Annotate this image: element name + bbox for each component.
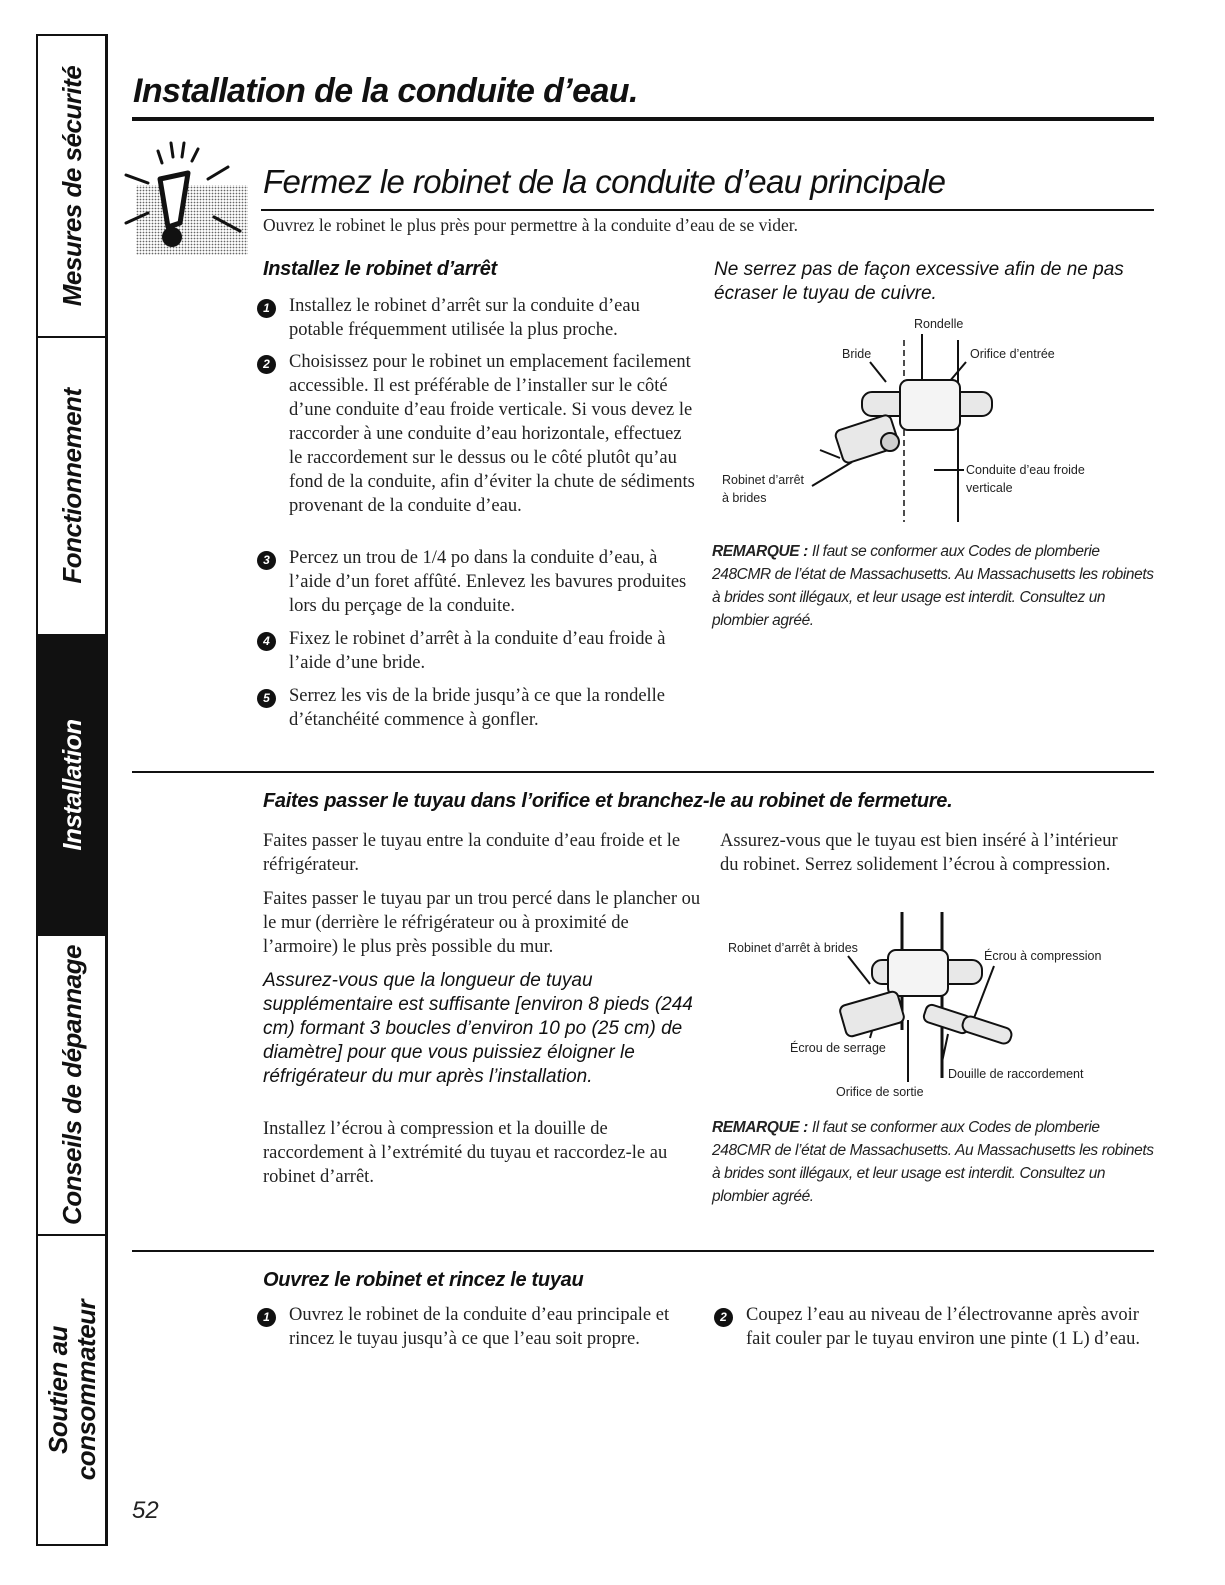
- sidebar-tabs: [36, 34, 108, 1546]
- tab-fonctionnement[interactable]: [38, 338, 105, 636]
- label-ecrou-serrage: Écrou de serrage: [790, 1041, 886, 1055]
- label-orifice-sortie: Orifice de sortie: [836, 1085, 924, 1099]
- step-number: 5: [257, 689, 276, 708]
- label-douille: Douille de raccordement: [948, 1067, 1084, 1081]
- page-number: 52: [132, 1497, 159, 1524]
- label-robinet-brides: Robinet d’arrêt à brides: [728, 941, 858, 955]
- step-number: 1: [257, 299, 276, 318]
- tab-label: Installation: [56, 719, 87, 851]
- italic-paragraph: Assurez-vous que la longueur de tuyau supplémentaire est suffisante [environ 8 pieds (244 cm) formant 3 boucles d’environ 10 po (25 cm) de diamètre] pour que vous puissiez éloigner le réfrigérateur du mur après l’installation.: [263, 970, 693, 1087]
- remark-text: Il faut se conformer aux Codes de plomberie 248CMR de l’état de Massachusetts. Au Massachusetts les robinets à brides sont illégaux, et leur usage est interdit. Consultez un plombier agréé.: [712, 1119, 1154, 1205]
- label-robinet-2: à brides: [722, 491, 767, 505]
- label-conduite-2: verticale: [966, 481, 1013, 495]
- step-item: [257, 294, 697, 342]
- tab-soutien-au-consommateur[interactable]: [38, 1236, 105, 1544]
- step-item: [714, 1303, 1144, 1351]
- page-title: Installation de la conduite d’eau.: [133, 72, 638, 110]
- paragraph: Installez l’écrou à compression et la douille de raccordement à l’extrémité du tuyau et raccordez-le au robinet d’arrêt.: [263, 1119, 668, 1187]
- step-text: Fixez le robinet d’arrêt à la conduite d’eau froide à l’aide d’une bride.: [289, 629, 666, 673]
- remark-note: [712, 540, 1157, 632]
- remark-label: REMARQUE :: [712, 543, 808, 560]
- step-item: [257, 1303, 677, 1351]
- step-item: [257, 350, 697, 518]
- tab-label: Fonctionnement: [56, 388, 87, 584]
- label-rondelle: Rondelle: [914, 317, 964, 331]
- step-text: Serrez les vis de la bride jusqu’à ce que la rondelle d’étanchéité commence à gonfler.: [289, 686, 666, 730]
- section-rule: [261, 209, 1154, 211]
- remark-label: REMARQUE :: [712, 1119, 808, 1136]
- step-text: Percez un trou de 1/4 po dans la conduite d’eau, à l’aide d’un foret affûté. Enlevez les bavures produites lors du perçage de la conduite.: [289, 548, 687, 616]
- label-robinet-1: Robinet d’arrêt: [722, 473, 804, 487]
- section-divider: [132, 1250, 1154, 1252]
- title-rule: [132, 117, 1154, 121]
- paragraph: Faites passer le tuyau par un trou percé dans le plancher ou le mur (derrière le réfrigérateur ou à proximité de l’armoire) le plus près possible du mur.: [263, 889, 701, 957]
- step-item: [257, 627, 677, 675]
- subhead-installez-robinet: Installez le robinet d’arrêt: [263, 258, 497, 280]
- tab-mesures-de-securite[interactable]: [38, 36, 105, 338]
- section-title: Fermez le robinet de la conduite d’eau principale: [263, 163, 946, 200]
- caution-note: Ne serrez pas de façon excessive afin de ne pas écraser le tuyau de cuivre.: [714, 259, 1124, 304]
- subhead-faites-passer: Faites passer le tuyau dans l’orifice et branchez-le au robinet de fermeture.: [263, 790, 953, 812]
- tab-installation[interactable]: [38, 636, 105, 936]
- remark-note: [712, 1116, 1157, 1208]
- section-divider: [132, 771, 1154, 773]
- step-number: 4: [257, 632, 276, 651]
- step-text: Ouvrez le robinet de la conduite d’eau principale et rincez le tuyau jusqu’à ce que l’eau soit propre.: [289, 1305, 670, 1349]
- section-intro: Ouvrez le robinet le plus près pour permettre à la conduite d’eau de se vider.: [263, 215, 799, 235]
- compression-fitting-diagram: [712, 910, 1152, 1110]
- step-text: Installez le robinet d’arrêt sur la conduite d’eau potable fréquemment utilisée la plus proche.: [289, 296, 640, 340]
- tab-label: Conseils de dépannage: [56, 945, 87, 1225]
- tab-label: Mesures de sécurité: [56, 65, 87, 307]
- step-item: [257, 684, 677, 732]
- step-item: [257, 546, 697, 618]
- label-ecrou-compression: Écrou à compression: [984, 949, 1102, 963]
- step-number: 3: [257, 551, 276, 570]
- tab-conseils-de-depannage[interactable]: [38, 936, 105, 1236]
- label-bride: Bride: [842, 347, 872, 361]
- label-orifice-entree: Orifice d’entrée: [970, 347, 1055, 361]
- warning-icon: [118, 135, 258, 265]
- step-number: 2: [257, 355, 276, 374]
- step-number: 1: [257, 1308, 276, 1327]
- remark-text: Il faut se conformer aux Codes de plomberie 248CMR de l’état de Massachusetts. Au Massachusetts les robinets à brides sont illégaux, et leur usage est interdit. Consultez un plombier agréé.: [712, 543, 1154, 629]
- paragraph: Faites passer le tuyau entre la conduite d’eau froide et le réfrigérateur.: [263, 831, 681, 875]
- step-text: Coupez l’eau au niveau de l’électrovanne après avoir fait couler par le tuyau environ une pinte (1 L) d’eau.: [746, 1305, 1140, 1349]
- paragraph: Assurez-vous que le tuyau est bien inséré à l’intérieur du robinet. Serrez solidement l’écrou à compression.: [720, 831, 1118, 875]
- step-number: 2: [714, 1308, 733, 1327]
- tab-label: Soutien au consommateur: [42, 1299, 101, 1481]
- step-text: Choisissez pour le robinet un emplacement facilement accessible. Il est préférable de l’installer sur le côté d’une conduite d’eau froide verticale. Si vous devez le raccorder à une conduite d’eau horizontale, effectuez le raccordement sur le dessus ou le côté plutôt qu’au fond de la conduite, afin d’éviter la chute de sédiments provenant de la conduite d’eau.: [289, 352, 695, 516]
- label-conduite-1: Conduite d’eau froide: [966, 463, 1085, 477]
- subhead-ouvrez-robinet: Ouvrez le robinet et rincez le tuyau: [263, 1269, 584, 1291]
- shutoff-valve-diagram: [712, 310, 1152, 530]
